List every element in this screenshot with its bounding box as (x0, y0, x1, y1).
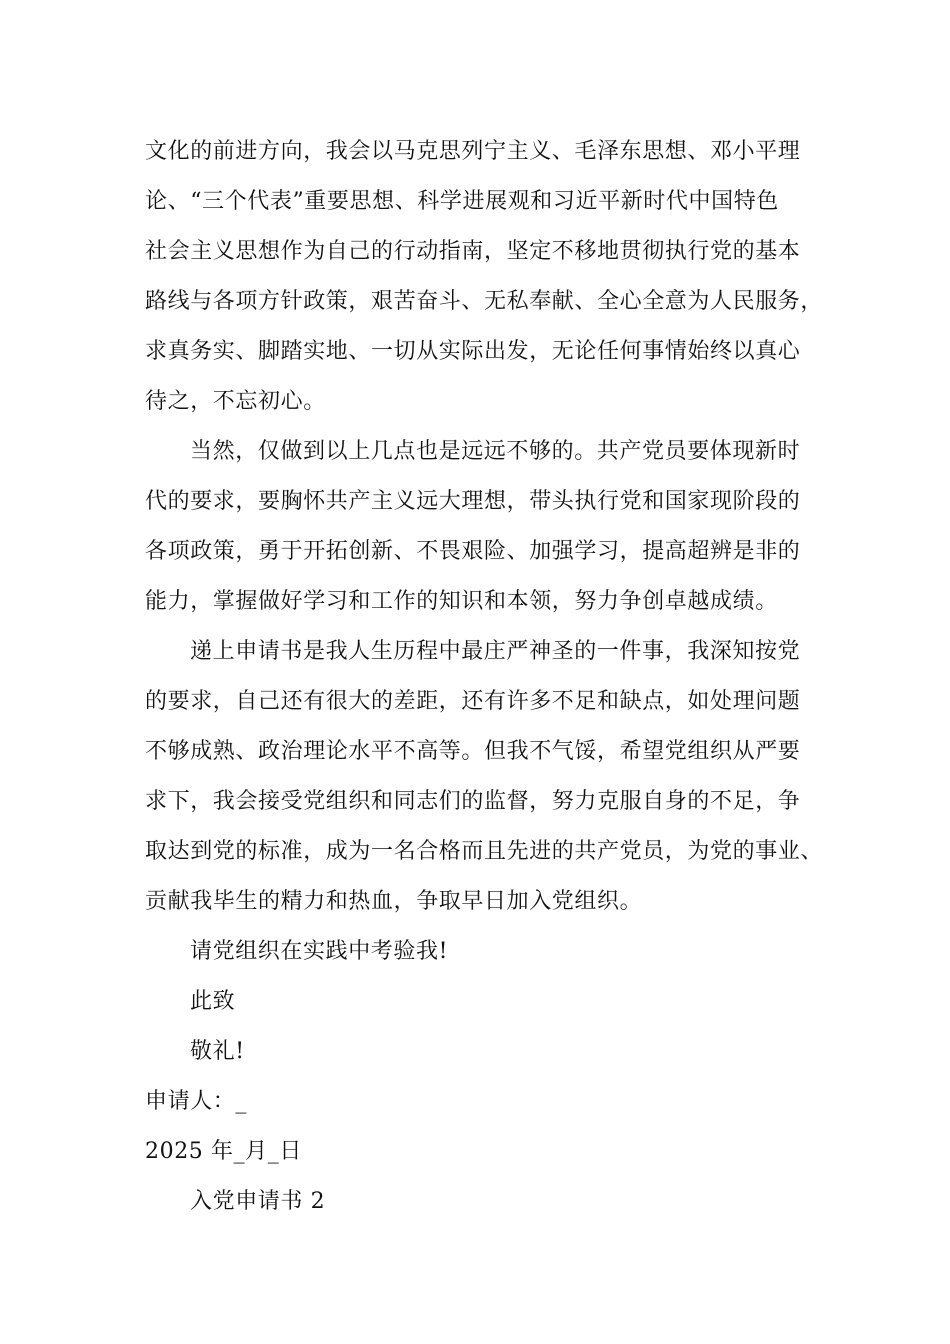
regards-line: 敬礼! (190, 1039, 245, 1064)
body-line-14: 求下，我会接受党组织和同志们的监督，努力克服自身的不足，争 (145, 789, 801, 814)
date-line: 2025 年_月_日 (145, 1139, 302, 1164)
body-line-2: 论、“三个代表”重要思想、科学进展观和习近平新时代中国特色 (145, 189, 779, 214)
body-line-15: 取达到党的标准，成为一名合格而且先进的共产党员，为党的事业、 (145, 839, 824, 864)
body-line-8: 代的要求，要胸怀共产主义远大理想，带头执行党和国家现阶段的 (145, 489, 801, 514)
closing-request-line: 请党组织在实践中考验我! (190, 939, 449, 964)
body-line-13: 不够成熟、政治理论水平不高等。但我不气馁，希望党组织从严要 (145, 739, 801, 764)
body-line-12: 的要求，自己还有很大的差距，还有许多不足和缺点，如处理问题 (145, 689, 801, 714)
body-line-6: 待之，不忘初心。 (145, 389, 326, 414)
applicant-line: 申请人：_ (145, 1089, 248, 1114)
body-line-1: 文化的前进方向，我会以马克思列宁主义、毛泽东思想、邓小平理 (145, 139, 801, 164)
body-line-4: 路线与各项方针政策，艰苦奋斗、无私奉献、全心全意为人民服务， (145, 289, 824, 314)
body-line-5: 求真务实、脚踏实地、一切从实际出发，无论任何事情始终以真心 (145, 339, 801, 364)
body-line-9: 各项政策，勇于开拓创新、不畏艰险、加强学习，提高超辨是非的 (145, 539, 801, 564)
body-line-10: 能力，掌握做好学习和工作的知识和本领，努力争创卓越成绩。 (145, 589, 778, 614)
body-line-3: 社会主义思想作为自己的行动指南，坚定不移地贯彻执行党的基本 (145, 239, 801, 264)
next-title-line: 入党申请书 2 (190, 1189, 326, 1214)
body-line-16: 贡献我毕生的精力和热血，争取早日加入党组织。 (145, 889, 643, 914)
salutation-line: 此致 (190, 989, 236, 1014)
body-line-11: 递上申请书是我人生历程中最庄严神圣的一件事，我深知按党 (190, 639, 801, 664)
body-line-7: 当然，仅做到以上几点也是远远不够的。共产党员要体现新时 (190, 439, 801, 464)
